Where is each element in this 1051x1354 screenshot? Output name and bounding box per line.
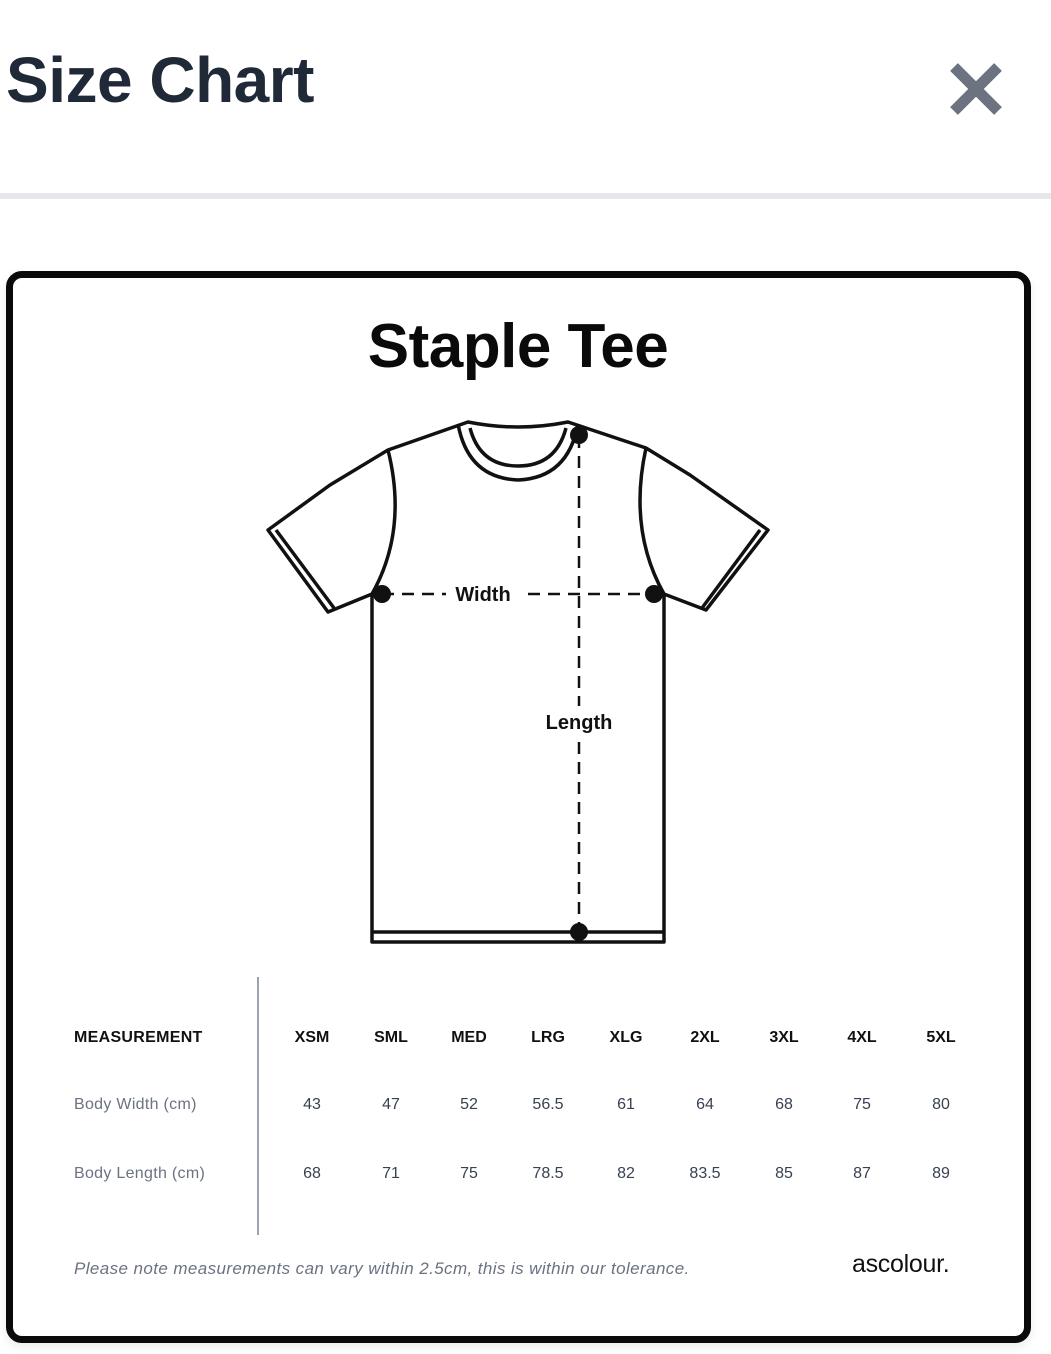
table-cell: 87 — [853, 1165, 871, 1182]
brand-logo: ascolour. — [852, 1250, 950, 1278]
size-header: 4XL — [847, 1029, 877, 1046]
size-header: 5XL — [926, 1029, 956, 1046]
product-title: Staple Tee — [367, 312, 669, 381]
table-cell: 71 — [382, 1165, 400, 1182]
measure-dot — [570, 923, 588, 941]
table-cell: 64 — [696, 1096, 714, 1113]
table-cell: 56.5 — [532, 1096, 564, 1113]
table-cell: 78.5 — [532, 1165, 564, 1182]
tolerance-note: Please note measurements can vary within 2.5cm, this is within our tolerance. — [74, 1259, 690, 1278]
table-cell: 75 — [853, 1096, 871, 1113]
table-cell: 47 — [382, 1096, 400, 1113]
row-label-body-length: Body Length (cm) — [74, 1165, 206, 1182]
size-header: XSM — [294, 1029, 330, 1046]
tshirt-outline — [268, 422, 768, 942]
row-label-body-width: Body Width (cm) — [74, 1096, 197, 1113]
size-header: 3XL — [769, 1029, 799, 1046]
length-label: Length — [545, 712, 613, 734]
table-cell: 82 — [617, 1165, 635, 1182]
measure-dot — [645, 585, 663, 603]
table-cell: 68 — [775, 1096, 793, 1113]
table-cell: 52 — [460, 1096, 478, 1113]
table-cell: 43 — [303, 1096, 321, 1113]
table-cell: 75 — [460, 1165, 478, 1182]
size-header: XLG — [609, 1029, 643, 1046]
table-cell: 68 — [303, 1165, 321, 1182]
table-cell: 89 — [932, 1165, 950, 1182]
width-label: Width — [455, 584, 511, 606]
table-cell: 83.5 — [689, 1165, 721, 1182]
table-divider — [257, 977, 259, 1235]
table-cell: 80 — [932, 1096, 950, 1113]
size-header: SML — [374, 1029, 408, 1046]
size-header: LRG — [531, 1029, 565, 1046]
size-header: 2XL — [690, 1029, 720, 1046]
measure-dot — [373, 585, 391, 603]
table-cell: 61 — [617, 1096, 635, 1113]
table-cell: 85 — [775, 1165, 793, 1182]
size-header: MED — [451, 1029, 487, 1046]
measure-dot — [570, 426, 588, 444]
measurement-header: MEASUREMENT — [74, 1029, 203, 1046]
modal-title: Size Chart — [6, 44, 314, 116]
